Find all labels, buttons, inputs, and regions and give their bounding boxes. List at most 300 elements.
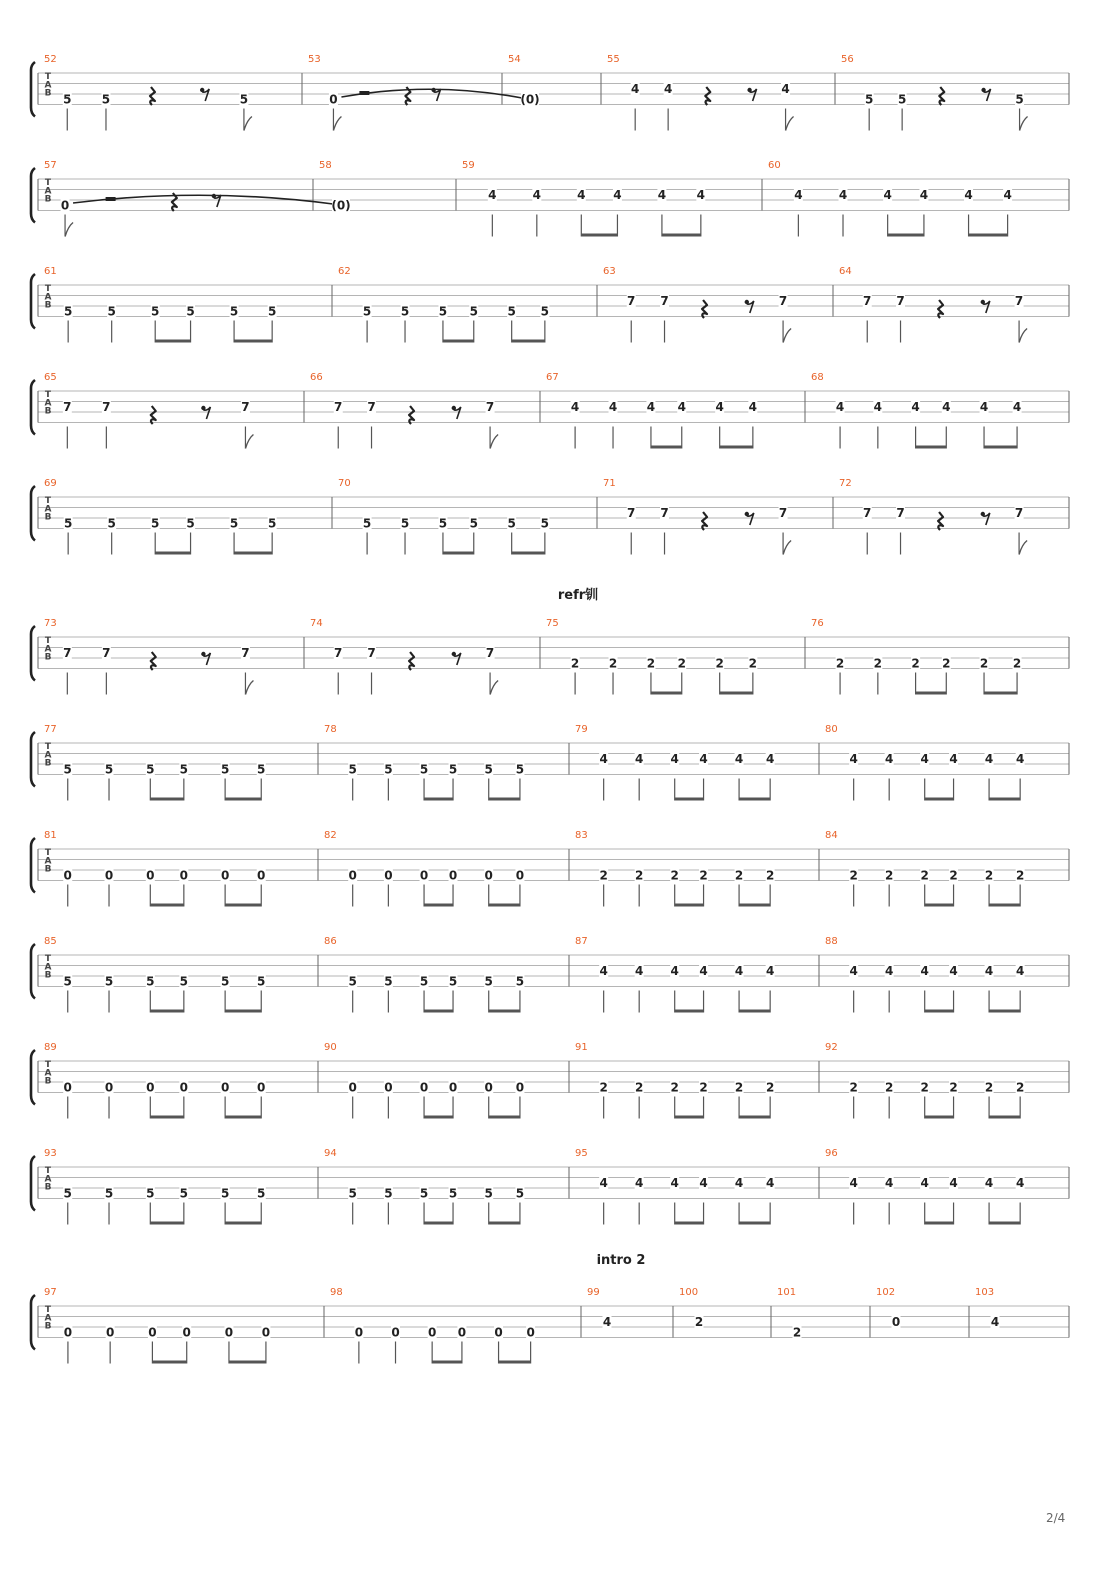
- fret-number: 4: [699, 964, 708, 978]
- fret-number: 2: [734, 868, 744, 883]
- fret-number: 4: [1003, 188, 1012, 202]
- fret-number: 7: [334, 400, 343, 414]
- fret-number: 4: [794, 188, 803, 202]
- beam: [150, 1116, 184, 1119]
- fret-number: 5: [362, 304, 372, 319]
- fret-number: 5: [257, 762, 266, 777]
- fret-number: 7: [896, 506, 905, 520]
- beam: [489, 904, 520, 907]
- fret-number: 2: [670, 1080, 679, 1095]
- fret-number: 7: [660, 506, 669, 520]
- fret-number: 5: [146, 1186, 155, 1201]
- fret-number: 0: [494, 1325, 503, 1340]
- system-bracket: [31, 380, 35, 435]
- beam: [989, 1010, 1020, 1013]
- measure-number: 83: [575, 830, 588, 841]
- beam: [675, 1222, 704, 1225]
- fret-number: 5: [448, 974, 458, 989]
- measure-number: 81: [44, 830, 57, 841]
- measure-number: 84: [825, 830, 838, 841]
- fret-number: 4: [734, 1176, 744, 1190]
- fret-number: 4: [1015, 1176, 1025, 1190]
- fret-number: 0: [146, 1080, 155, 1095]
- system-bracket: [31, 1156, 35, 1211]
- fret-number: 4: [602, 1315, 612, 1329]
- half-rest: [359, 91, 369, 95]
- fret-number: 4: [885, 752, 894, 766]
- measure-number: 75: [546, 618, 559, 629]
- fret-number: 2: [670, 868, 679, 883]
- beam: [925, 1010, 954, 1013]
- measure-number: 94: [324, 1148, 337, 1159]
- beam: [225, 798, 261, 801]
- fret-number: 5: [63, 516, 73, 531]
- fret-number: 0: [427, 1325, 437, 1340]
- measure-number: 78: [324, 724, 337, 735]
- fret-number: 4: [984, 964, 994, 978]
- fret-number: 7: [863, 506, 872, 520]
- fret-number: 2: [792, 1325, 802, 1340]
- beam: [150, 798, 184, 801]
- fret-number: 4: [838, 188, 848, 202]
- fret-number: 5: [1015, 92, 1024, 107]
- fret-number: 5: [484, 1186, 493, 1201]
- beam: [739, 904, 770, 907]
- fret-number: 4: [849, 964, 858, 978]
- fret-number: 4: [532, 188, 541, 202]
- measure-number: 102: [876, 1287, 896, 1298]
- fret-number: 5: [419, 762, 429, 777]
- fret-number: 5: [515, 762, 525, 777]
- fret-number: 4: [577, 188, 586, 202]
- tab-clef-letter: B: [44, 194, 52, 205]
- fret-number: 5: [101, 92, 111, 107]
- fret-number: 7: [627, 506, 636, 520]
- measure-number: 74: [310, 618, 323, 629]
- fret-number: 7: [1014, 294, 1024, 308]
- fret-number: 2: [608, 656, 618, 671]
- measure-number: 57: [44, 160, 57, 171]
- fret-number: 0: [891, 1315, 901, 1329]
- fret-number: 4: [984, 1176, 994, 1190]
- fret-number: 5: [419, 1186, 429, 1201]
- fret-number: 4: [1015, 752, 1025, 766]
- fret-number: 4: [599, 1176, 608, 1190]
- measure-number: 95: [575, 1148, 588, 1159]
- fret-number: 4: [919, 188, 929, 202]
- fret-number: 4: [677, 400, 686, 414]
- fret-number: 0: [448, 1080, 458, 1095]
- fret-number: 5: [104, 1186, 114, 1201]
- fret-number: 7: [63, 646, 72, 660]
- beam: [489, 1116, 520, 1119]
- fret-number: 0: [515, 1080, 525, 1095]
- beam: [888, 234, 924, 237]
- fret-number: 4: [835, 400, 845, 414]
- measure-number: 58: [319, 160, 332, 171]
- fret-number: 2: [979, 656, 989, 671]
- fret-number: 0: [257, 868, 266, 883]
- beam: [720, 692, 753, 695]
- fret-number: 0: [63, 1325, 73, 1340]
- fret-number: 4: [849, 1176, 858, 1190]
- measure-number: 99: [587, 1287, 600, 1298]
- fret-number: 2: [748, 656, 758, 671]
- measure-number: 91: [575, 1042, 588, 1053]
- measure-number: 62: [338, 266, 351, 277]
- fret-number: 4: [1015, 964, 1025, 978]
- beam: [229, 1361, 266, 1364]
- tab-clef-letter: B: [44, 512, 52, 523]
- note-flag: [245, 435, 253, 449]
- fret-number: 4: [873, 400, 883, 414]
- tab-clef-letter: A: [44, 644, 52, 655]
- beam: [662, 234, 701, 237]
- beam: [925, 1222, 954, 1225]
- beam: [225, 1116, 261, 1119]
- note-flag: [1019, 541, 1027, 555]
- fret-number: 7: [660, 294, 669, 308]
- measure-number: 70: [338, 478, 351, 489]
- tab-clef-letter: T: [44, 284, 52, 294]
- fret-number: 0: [457, 1325, 467, 1340]
- fret-number: 0: [104, 1080, 114, 1095]
- fret-number: 5: [267, 516, 277, 531]
- fret-number: 4: [765, 752, 775, 766]
- fret-number: 5: [229, 304, 239, 319]
- fret-number: 2: [873, 656, 883, 671]
- fret-number: 0: [148, 1325, 157, 1340]
- fret-number: 4: [635, 752, 644, 766]
- fret-number: 4: [849, 752, 858, 766]
- fret-number: 4: [488, 188, 497, 202]
- fret-number: 5: [419, 974, 429, 989]
- note-flag: [1019, 329, 1027, 343]
- fret-number: 5: [384, 974, 393, 989]
- system-bracket: [31, 732, 35, 787]
- measure-number: 98: [330, 1287, 343, 1298]
- fret-number: 5: [515, 974, 525, 989]
- fret-number: 4: [883, 188, 892, 202]
- measure-number: 65: [44, 372, 57, 383]
- fret-number: 7: [485, 400, 495, 414]
- fret-number: 2: [984, 1080, 994, 1095]
- fret-number: 4: [885, 1176, 894, 1190]
- fret-number: 2: [599, 1080, 608, 1095]
- fret-number: 4: [911, 400, 920, 414]
- fret-number: 4: [979, 400, 989, 414]
- fret-number: 4: [570, 400, 580, 414]
- system-bracket: [31, 62, 35, 117]
- fret-number: 7: [241, 646, 250, 660]
- measure-number: 61: [44, 266, 57, 277]
- fret-number: 5: [897, 92, 907, 107]
- fret-number: 5: [151, 516, 160, 531]
- tab-clef-letter: B: [44, 1076, 52, 1087]
- fret-number: 5: [400, 304, 410, 319]
- measure-number: 90: [324, 1042, 337, 1053]
- measure-number: 86: [324, 936, 337, 947]
- fret-number: 5: [63, 762, 72, 777]
- fret-number: 4: [696, 188, 706, 202]
- fret-number: 4: [885, 964, 894, 978]
- fret-number: 0: [104, 868, 114, 883]
- beam: [720, 446, 753, 449]
- fret-number: 2: [885, 868, 894, 883]
- beam: [739, 1010, 770, 1013]
- fret-number: 5: [229, 516, 239, 531]
- beam: [443, 340, 474, 343]
- system-bracket: [31, 1050, 35, 1105]
- fret-number: 4: [599, 752, 608, 766]
- fret-number: 2: [734, 1080, 744, 1095]
- measure-number: 80: [825, 724, 838, 735]
- measure-number: 93: [44, 1148, 57, 1159]
- beam: [424, 904, 453, 907]
- fret-number: 4: [949, 752, 958, 766]
- fret-number: 4: [734, 752, 744, 766]
- beam: [432, 1361, 462, 1364]
- fret-number: 5: [186, 304, 195, 319]
- quarter-rest: [151, 652, 156, 670]
- beam: [916, 692, 947, 695]
- fret-number: 2: [942, 656, 951, 671]
- beam: [150, 1010, 184, 1013]
- tab-clef-letter: B: [44, 1321, 52, 1332]
- fret-number: 4: [613, 188, 622, 202]
- quarter-rest: [409, 406, 414, 424]
- fret-number: 2: [646, 656, 656, 671]
- quarter-rest: [702, 512, 707, 530]
- fret-number: 2: [849, 868, 858, 883]
- fret-number: 7: [367, 646, 376, 660]
- tab-clef-letter: T: [44, 954, 52, 964]
- fret-number: 5: [448, 762, 458, 777]
- tab-clef-letter: B: [44, 300, 52, 311]
- fret-number: 5: [384, 1186, 393, 1201]
- fret-number: 0: [484, 868, 493, 883]
- tab-clef-letter: B: [44, 652, 52, 663]
- fret-number: 2: [699, 1080, 708, 1095]
- measure-number: 76: [811, 618, 824, 629]
- tab-clef-letter: T: [44, 178, 52, 188]
- fret-number: 2: [599, 868, 608, 883]
- tab-clef-letter: A: [44, 856, 52, 867]
- measure-number: 56: [841, 54, 854, 65]
- fret-number: 4: [631, 82, 640, 96]
- fret-number: 4: [765, 964, 775, 978]
- beam: [424, 798, 453, 801]
- tab-clef-letter: T: [44, 636, 52, 646]
- tab-clef-letter: B: [44, 970, 52, 981]
- fret-number: 5: [507, 304, 516, 319]
- fret-number: 0: [448, 868, 458, 883]
- beam: [225, 1010, 261, 1013]
- fret-number: 7: [63, 400, 72, 414]
- tab-clef-letter: T: [44, 390, 52, 400]
- fret-number: 7: [627, 294, 636, 308]
- beam: [150, 904, 184, 907]
- fret-number: 7: [778, 506, 788, 520]
- fret-number: 5: [179, 762, 189, 777]
- fret-number: 4: [670, 752, 679, 766]
- beam: [499, 1361, 531, 1364]
- fret-number: 0: [146, 868, 155, 883]
- beam: [152, 1361, 186, 1364]
- fret-number: 7: [241, 400, 250, 414]
- tab-clef-letter: A: [44, 504, 52, 515]
- measure-number: 72: [839, 478, 852, 489]
- fret-number: 2: [911, 656, 920, 671]
- tab-clef-letter: T: [44, 1305, 52, 1315]
- tab-clef-letter: A: [44, 292, 52, 303]
- fret-number: 2: [677, 656, 686, 671]
- tab-clef-letter: B: [44, 758, 52, 769]
- fret-number: 5: [267, 304, 277, 319]
- beam: [989, 904, 1020, 907]
- quarter-rest: [705, 87, 710, 105]
- fret-number: 5: [507, 516, 516, 531]
- fret-number: 0: [261, 1325, 271, 1340]
- fret-number: 2: [984, 868, 994, 883]
- fret-number: 7: [102, 400, 111, 414]
- beam: [234, 340, 272, 343]
- beam: [512, 552, 545, 555]
- fret-number: (0): [331, 198, 351, 213]
- fret-number: 2: [694, 1315, 704, 1329]
- fret-number: 2: [1012, 656, 1022, 671]
- fret-number: 5: [146, 974, 155, 989]
- measure-number: 69: [44, 478, 57, 489]
- measure-number: 82: [324, 830, 337, 841]
- fret-number: 0: [182, 1325, 191, 1340]
- half-rest: [106, 197, 116, 201]
- beam: [739, 798, 770, 801]
- measure-number: 100: [679, 1287, 699, 1298]
- fret-number: 7: [102, 646, 111, 660]
- fret-number: 4: [949, 1176, 958, 1190]
- fret-number: 7: [334, 646, 343, 660]
- fret-number: 0: [257, 1080, 266, 1095]
- fret-number: 5: [63, 974, 72, 989]
- beam: [155, 340, 190, 343]
- fret-number: 2: [949, 868, 958, 883]
- fret-number: 4: [663, 82, 673, 96]
- fret-number: 5: [179, 1186, 189, 1201]
- beam: [424, 1116, 453, 1119]
- fret-number: 5: [63, 304, 73, 319]
- beam: [225, 1222, 261, 1225]
- fret-number: 4: [670, 964, 679, 978]
- tab-clef-letter: A: [44, 80, 52, 91]
- fret-number: 5: [146, 762, 155, 777]
- measure-number: 79: [575, 724, 588, 735]
- fret-number: 0: [391, 1325, 400, 1340]
- fret-number: 2: [920, 868, 929, 883]
- fret-number: 5: [362, 516, 372, 531]
- fret-number: 2: [635, 868, 644, 883]
- measure-number: 73: [44, 618, 57, 629]
- beam: [424, 1010, 453, 1013]
- fret-number: 2: [699, 868, 708, 883]
- fret-number: 5: [179, 974, 189, 989]
- fret-number: 5: [515, 1186, 525, 1201]
- fret-number: 4: [942, 400, 951, 414]
- measure-number: 59: [462, 160, 475, 171]
- system-bracket: [31, 838, 35, 893]
- beam: [739, 1222, 770, 1225]
- fret-number: 0: [419, 868, 429, 883]
- measure-number: 64: [839, 266, 852, 277]
- beam: [925, 798, 954, 801]
- tab-clef-letter: T: [44, 72, 52, 82]
- beam: [651, 446, 682, 449]
- tab-clef-letter: B: [44, 88, 52, 99]
- section-label-intro-2: intro 2: [596, 1253, 646, 1268]
- fret-number: 5: [104, 762, 114, 777]
- beam: [489, 1010, 520, 1013]
- fret-number: 5: [220, 1186, 230, 1201]
- fret-number: 5: [186, 516, 195, 531]
- fret-number: 0: [419, 1080, 429, 1095]
- fret-number: 2: [765, 1080, 775, 1095]
- fret-number: 0: [224, 1325, 234, 1340]
- beam: [489, 798, 520, 801]
- tab-clef-letter: T: [44, 1166, 52, 1176]
- fret-number: 4: [765, 1176, 775, 1190]
- fret-number: 2: [1015, 868, 1025, 883]
- measure-number: 85: [44, 936, 57, 947]
- tab-clef-letter: A: [44, 186, 52, 197]
- fret-number: 4: [920, 964, 929, 978]
- measure-number: 53: [308, 54, 321, 65]
- fret-number: 0: [220, 868, 230, 883]
- quarter-rest: [938, 300, 943, 318]
- fret-number: 0: [63, 1080, 72, 1095]
- fret-number: 0: [515, 868, 525, 883]
- note-flag: [1020, 117, 1028, 131]
- beam: [916, 446, 947, 449]
- measure-number: 101: [777, 1287, 797, 1298]
- fret-number: 5: [438, 516, 448, 531]
- quarter-rest: [939, 87, 944, 105]
- fret-number: 0: [348, 868, 357, 883]
- tab-clef-letter: A: [44, 1068, 52, 1079]
- fret-number: 4: [699, 1176, 708, 1190]
- measure-number: 97: [44, 1287, 57, 1298]
- note-flag: [490, 681, 498, 695]
- fret-number: 2: [920, 1080, 929, 1095]
- tab-clef-letter: T: [44, 742, 52, 752]
- beam: [424, 1222, 453, 1225]
- tab-clef-letter: A: [44, 962, 52, 973]
- measure-number: 52: [44, 54, 57, 65]
- fret-number: 4: [608, 400, 618, 414]
- note-flag: [783, 541, 791, 555]
- fret-number: 0: [60, 198, 70, 213]
- quarter-rest: [702, 300, 707, 318]
- system-bracket: [31, 1295, 35, 1350]
- fret-number: 4: [781, 82, 790, 96]
- measure-number: 103: [975, 1287, 995, 1298]
- note-flag: [783, 329, 791, 343]
- fret-number: 7: [896, 294, 905, 308]
- beam: [489, 1222, 520, 1225]
- measure-number: 87: [575, 936, 588, 947]
- beam: [984, 692, 1017, 695]
- tab-clef-letter: T: [44, 848, 52, 858]
- fret-number: 5: [220, 762, 230, 777]
